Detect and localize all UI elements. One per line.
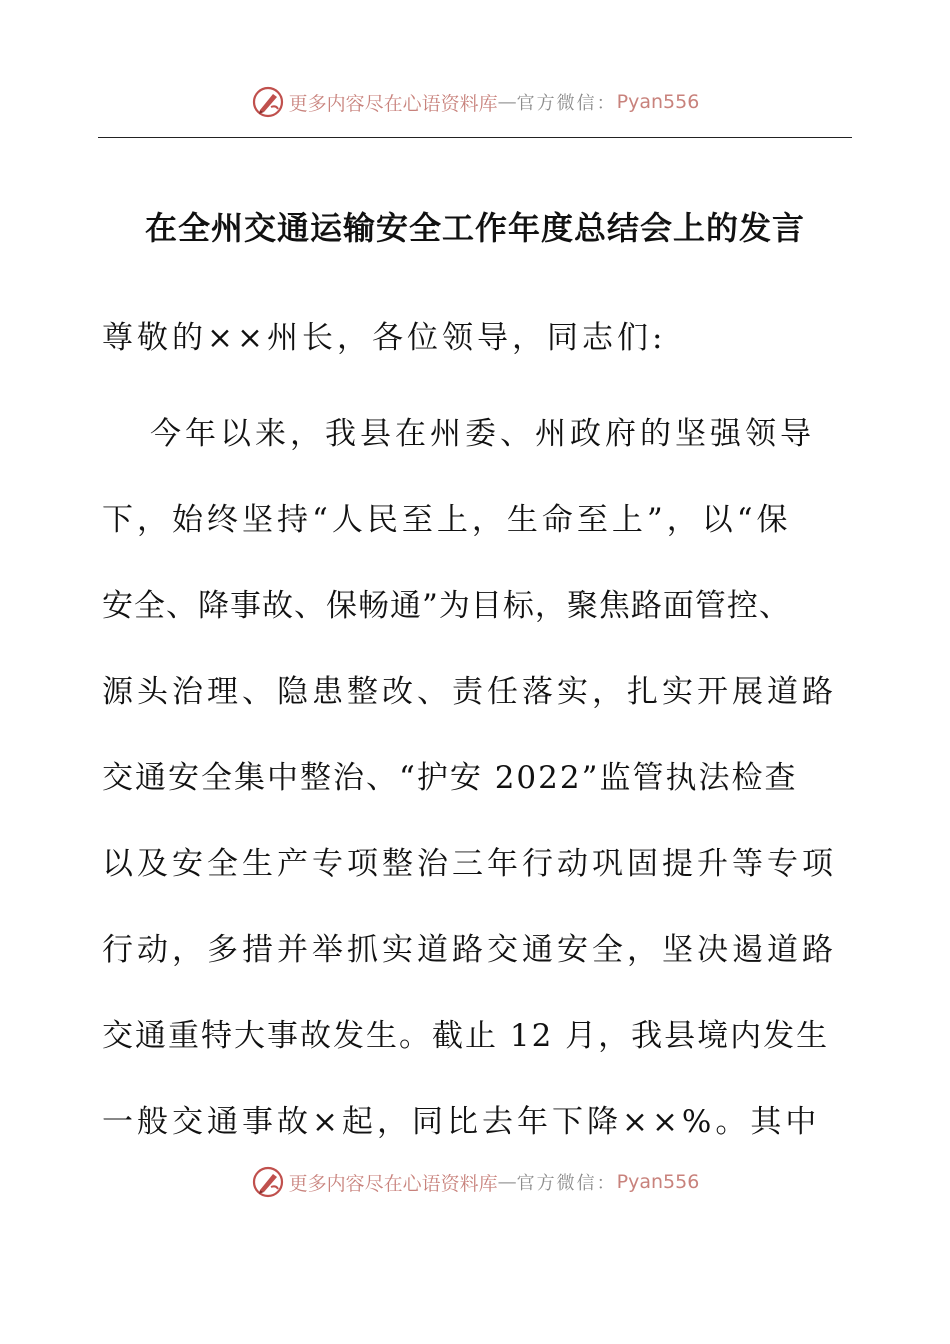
paragraph-line: 今年以来，我县在州委、州政府的坚强领导 [150,416,815,452]
salutation: 尊敬的××州长，各位领导，同志们: [102,320,667,356]
document-title: 在全州交通运输安全工作年度总结会上的发言 [144,209,805,247]
paragraph-line: 安全、降事故、保畅通”为目标，聚焦路面管控、 [102,588,791,624]
banner-official-label: 官方微信： [516,1173,617,1194]
paragraph-line: 行动，多措并举抓实道路交通安全，坚决遏道路 [102,932,837,968]
header-divider [98,137,852,138]
paragraph-line: 交通安全集中整治、“护安 2022”监管执法检查 [102,760,798,796]
banner-separator: — [497,91,517,113]
pen-circle-logo-icon [251,1165,285,1199]
paragraph-line: 交通重特大事故发生。截止 12 月，我县境内发生 [102,1018,830,1054]
banner-wechat-id: Pyan556 [616,91,700,113]
pen-circle-logo-icon [251,85,285,119]
banner-text: 更多内容尽在心语资料库 [288,1172,498,1195]
banner-official-label: 官方微信： [516,93,617,114]
paragraph-line: 源头治理、隐患整改、责任落实，扎实开展道路 [102,674,837,710]
banner-separator: — [497,1171,517,1193]
footer-banner [0,1162,950,1202]
banner-text: 更多内容尽在心语资料库 [288,92,498,115]
header-banner [0,82,950,122]
paragraph-line: 下，始终坚持“人民至上，生命至上”，以“保 [102,502,792,538]
banner-wechat-id: Pyan556 [616,1171,700,1193]
paragraph-line: 以及安全生产专项整治三年行动巩固提升等专项 [102,846,837,882]
paragraph-line: 一般交通事故×起，同比去年下降××%。其中 [102,1104,821,1140]
